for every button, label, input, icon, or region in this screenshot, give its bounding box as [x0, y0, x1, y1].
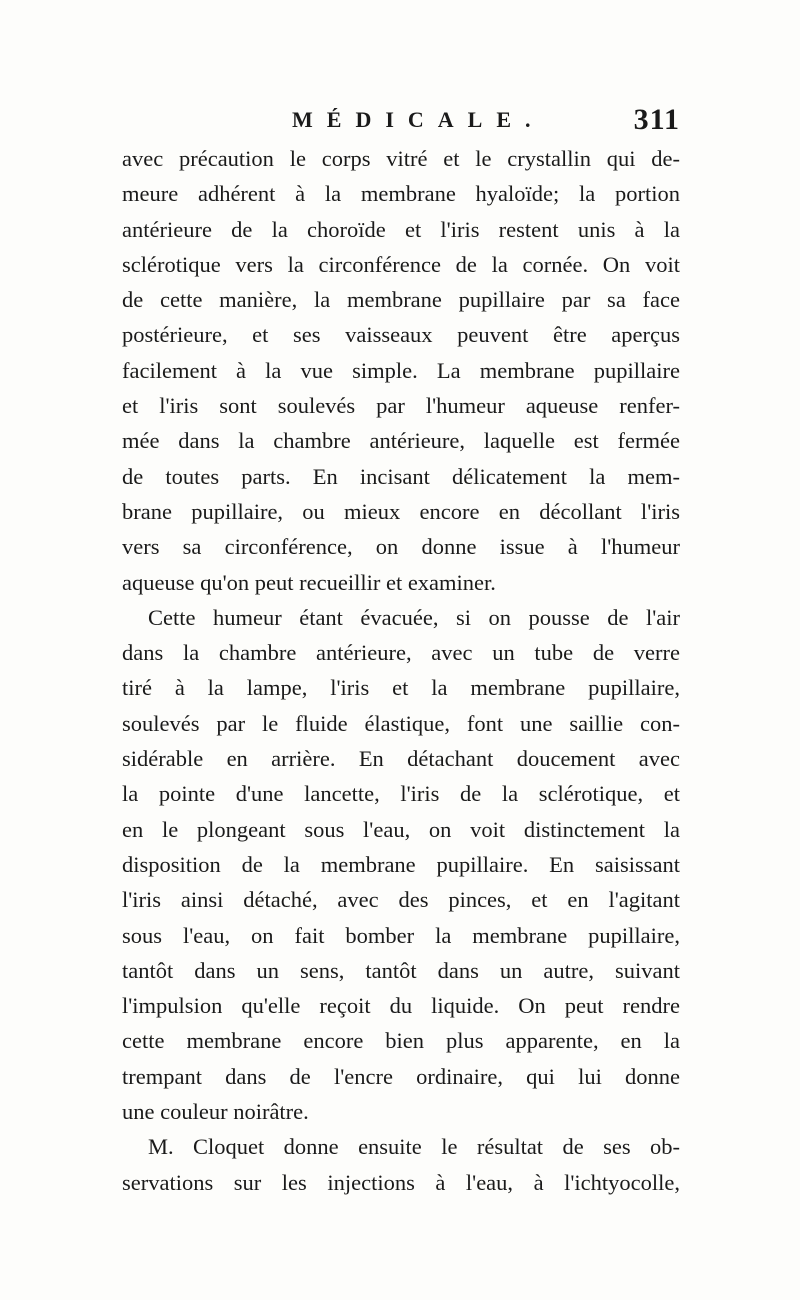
- page-number: 311: [633, 103, 680, 136]
- text-line: meure adhérent à la membrane hyaloïde; la portion: [122, 181, 680, 207]
- text-line: servations sur les injections à l'eau, à l'ichtyocolle,: [122, 1169, 680, 1195]
- body-text: [122, 141, 680, 1200]
- text-line: une couleur noirâtre.: [122, 1099, 309, 1125]
- paragraph-3: [122, 1129, 680, 1200]
- text-line: Cette humeur étant évacuée, si on pousse de l'air: [148, 604, 680, 630]
- text-line: tantôt dans un sens, tantôt dans un autre, suivant: [122, 957, 680, 983]
- text-line: de cette manière, la membrane pupillaire par sa face: [122, 287, 680, 313]
- text-line: antérieure de la choroïde et l'iris restent unis à la: [122, 216, 680, 242]
- text-line: la pointe d'une lancette, l'iris de la sclérotique, et: [122, 781, 680, 807]
- text-line: aqueuse qu'on peut recueillir et examiner.: [122, 569, 496, 595]
- text-line: disposition de la membrane pupillaire. En saisissant: [122, 851, 680, 877]
- text-line: trempant dans de l'encre ordinaire, qui lui donne: [122, 1063, 680, 1089]
- text-line: tiré à la lampe, l'iris et la membrane pupillaire,: [122, 675, 680, 701]
- text-line: M. Cloquet donne ensuite le résultat de ses ob-: [148, 1134, 680, 1160]
- text-line: de toutes parts. En incisant délicatement la mem-: [122, 463, 680, 489]
- paragraph-1: [122, 141, 680, 600]
- text-line: brane pupillaire, ou mieux encore en décollant l'iris: [122, 498, 680, 524]
- running-title: MÉDICALE.: [292, 107, 545, 132]
- text-line: et l'iris sont soulevés par l'humeur aqueuse renfer-: [122, 393, 680, 419]
- paragraph-2: [122, 600, 680, 1129]
- text-line: postérieure, et ses vaisseaux peuvent être aperçus: [122, 322, 680, 348]
- text-line: l'iris ainsi détaché, avec des pinces, et en l'agitant: [122, 887, 680, 913]
- text-line: avec précaution le corps vitré et le crystallin qui de-: [122, 146, 680, 171]
- text-line: vers sa circonférence, on donne issue à l'humeur: [122, 534, 680, 560]
- text-line: cette membrane encore bien plus apparente, en la: [122, 1028, 680, 1054]
- text-line: sous l'eau, on fait bomber la membrane pupillaire,: [122, 922, 680, 948]
- text-line: soulevés par le fluide élastique, font une saillie con-: [122, 710, 680, 736]
- text-line: en le plongeant sous l'eau, on voit distinctement la: [122, 816, 680, 842]
- text-line: mée dans la chambre antérieure, laquelle est fermée: [122, 428, 680, 454]
- text-line: sclérotique vers la circonférence de la cornée. On voit: [122, 251, 680, 277]
- text-line: facilement à la vue simple. La membrane pupillaire: [122, 357, 680, 383]
- running-head: [120, 100, 680, 140]
- text-line: dans la chambre antérieure, avec un tube de verre: [122, 640, 680, 666]
- text-line: sidérable en arrière. En détachant doucement avec: [122, 746, 680, 772]
- text-line: l'impulsion qu'elle reçoit du liquide. On peut rendre: [122, 993, 680, 1019]
